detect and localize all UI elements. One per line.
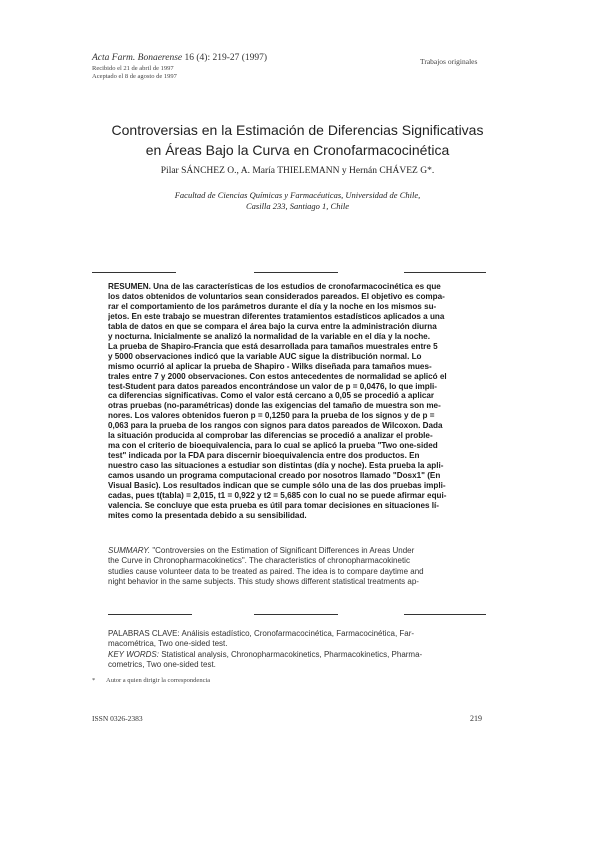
abstract-line: cadas, pues t(tabla) = 2,015, t1 = 0,922 y t2 = 5,685 con lo cual no se puede afirmar equi- [108, 491, 447, 501]
affiliation-line-1: Facultad de Ciencias Químicas y Farmacéuticas, Universidad de Chile, [174, 190, 421, 200]
correspondence-footnote [92, 677, 210, 684]
summary-lead: SUMMARY. [108, 546, 151, 555]
separator-rule-bottom-right [404, 614, 486, 615]
summary-line-1: "Controversies on the Estimation of Significant Differences in Areas Under [150, 546, 415, 555]
journal-citation [92, 53, 267, 63]
abstract-line: jetos. En este trabajo se muestran diferentes tratamientos estadísticos aplicados a una [108, 311, 445, 321]
abstract-line: mismo ocurrió al aplicar la prueba de Shapiro - Wilks diseñada para tamaños mues- [108, 361, 432, 371]
abstract-line: la situación producida al comprobar las diferencias se procedió a analizar el proble- [108, 431, 433, 441]
page-number: 219 [470, 714, 482, 723]
keywords-en-text: Statistical analysis, Chronopharmacokinetics, Pharmacokinetics, Pharma- [158, 649, 423, 659]
separator-rule-right [404, 272, 486, 273]
affiliation-line-2: Casilla 233, Santiago 1, Chile [246, 201, 349, 211]
title-line-1: Controversias en la Estimación de Diferencias Significativas [111, 122, 484, 138]
keywords-en [108, 650, 508, 660]
abstract-line: Visual Basic). Los resultados indican que se cumple sólo una de las dos pruebas impli- [108, 481, 446, 491]
journal-volume: 16 (4): 219-27 (1997) [184, 53, 268, 63]
abstract-line: camos usando un programa computacional creado por nosotros llamado "Dosx1" (En [108, 471, 441, 481]
abstract-line: los datos obtenidos de voluntarios sean considerados pareados. El objetivo es compa- [108, 291, 445, 301]
abstract-line: y nocturna. Inicialmente se analizó la normalidad de la variable en el día y la noche. [108, 331, 430, 341]
summary-line: studies cause volunteer data to be treated as paired. The idea is to compare daytime and [108, 566, 424, 576]
keywords-es [108, 629, 508, 639]
abstract-spanish [108, 282, 485, 521]
keywords-en-cont: cometrics, Two one-sided test. [108, 660, 216, 670]
separator-rule-bottom-left [108, 614, 192, 615]
affiliation [60, 190, 535, 212]
abstract-line: ma con el criterio de bioequivalencia, para lo cual se aplicó la prueba "Two one-sided [108, 441, 438, 451]
keywords-es-cont: macométrica, Two one-sided test. [108, 639, 228, 649]
received-dates [92, 65, 177, 81]
footnote-mark: * [92, 677, 96, 684]
journal-name: Acta Farm. Bonaerense [92, 53, 183, 63]
keywords-es-text: Análisis estadístico, Cronofarmacocinética, Farmacocinética, Far- [179, 629, 415, 638]
keywords-block [108, 629, 508, 671]
summary-line: the Curve in Chronopharmacokinetics". The characteristics of chronopharmacokinetic [108, 556, 410, 566]
separator-rule-middle [254, 272, 338, 273]
abstract-line: trales entre 7 y 2000 observaciones. Con estos antecedentes de normalidad se aplicó el [108, 371, 447, 381]
abstract-line: mites como la presentada debido a su sensibilidad. [108, 510, 307, 520]
abstract-line: test-Student para datos pareados encontrándose un valor de p = 0,0476, lo que impli- [108, 381, 437, 391]
footnote-text: Autor a quien dirigir la correspondencia [106, 677, 211, 684]
article-title [60, 120, 535, 160]
abstract-line: ca diferencias significativas. Como el valor está cercano a 0,05 se procedió a aplicar [108, 391, 435, 401]
section-label: Trabajos originales [420, 57, 478, 66]
abstract-line: La prueba de Shapiro-Francia que está desarrollada para tamaños muestrales entre 5 [108, 341, 438, 351]
abstract-line: tabla de datos en que se compara el área bajo la curva entre la administración diurna [108, 321, 437, 331]
abstract-line: rar el comportamiento de los parámetros durante el día y la noche en los mismos su- [108, 301, 437, 311]
abstract-english [108, 546, 485, 588]
abstract-line: 0,063 para la prueba de los rangos con signos para datos pareados de Wilcoxon. Dada [108, 421, 443, 431]
abstract-line: valencia. Se concluye que esta prueba es útil para tomar decisiones en situaciones lí- [108, 500, 439, 510]
separator-rule-left [92, 272, 176, 273]
summary-line [108, 546, 485, 556]
abstract-line: otras pruebas (no-paramétricas) donde las exigencias del tamaño de muestra son me- [108, 401, 441, 411]
abstract-line: nores. Los valores obtenidos fueron p = 0,1250 para la prueba de los signos y de p = [108, 411, 435, 421]
issn-number: ISSN 0326-2383 [92, 714, 143, 723]
received-date: Recibido el 21 de abril de 1997 [92, 65, 174, 72]
title-line-2: en Áreas Bajo la Curva en Cronofarmacocinética [145, 142, 450, 158]
abstract-line: nuestro caso las situaciones a estudiar son distintas (día y noche). Esta prueba la apli- [108, 461, 444, 471]
abstract-line: test" indicada por la FDA para discernir bioequivalencia entre dos productos. En [108, 451, 420, 461]
abstract-line: y 5000 observaciones indicó que la variable AUC sigue la distribución normal. Lo [108, 351, 422, 361]
separator-rule-bottom-middle [254, 614, 338, 615]
keywords-en-lead: KEY WORDS: [108, 649, 159, 659]
summary-line: night behavior in the same subjects. This study shows different statistical treatments ap- [108, 577, 419, 587]
abstract-line: RESUMEN. Una de las características de los estudios de cronofarmacocinética es que [108, 282, 441, 291]
accepted-date: Aceptado el 8 de agosto de 1997 [92, 73, 177, 80]
keywords-es-lead: PALABRAS CLAVE: [108, 629, 180, 638]
author-list: Pilar SÁNCHEZ O., A. María THIELEMANN y Hernán CHÁVEZ G*. [160, 166, 435, 176]
